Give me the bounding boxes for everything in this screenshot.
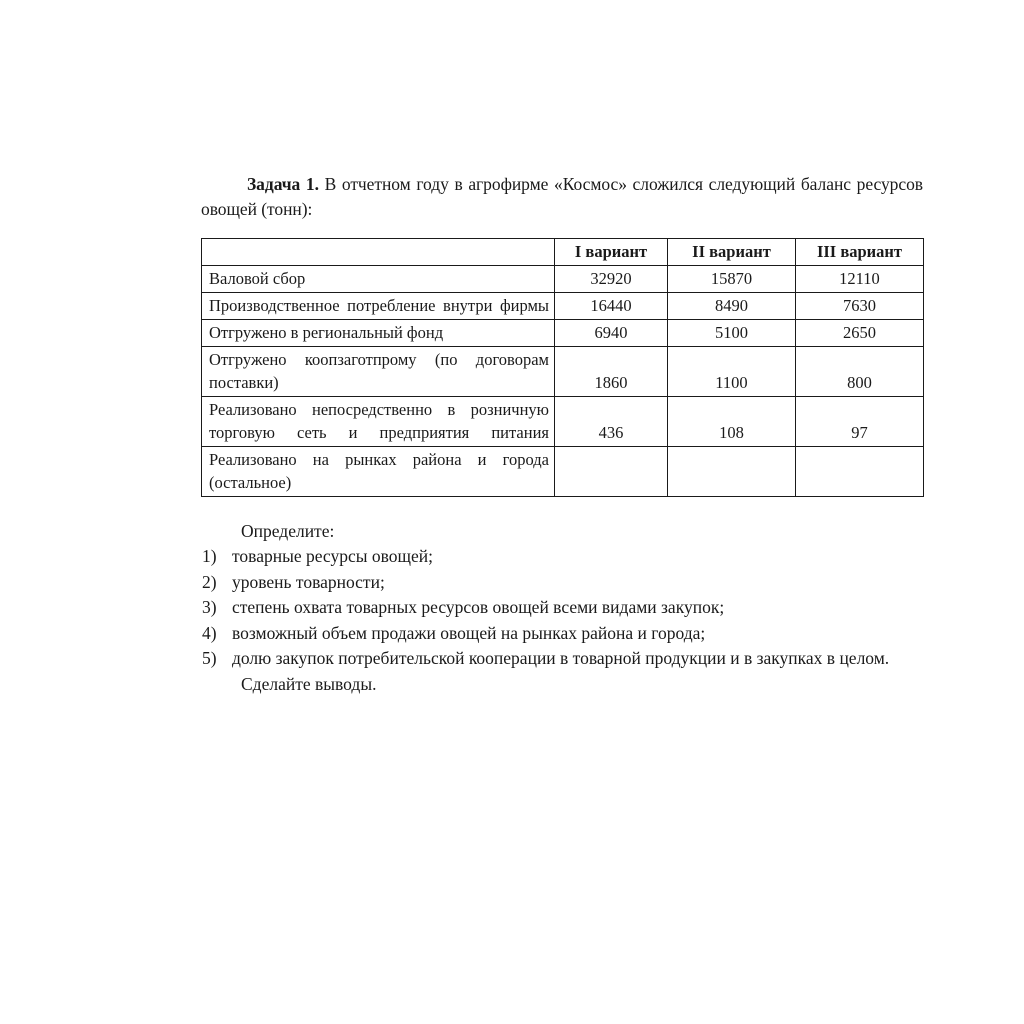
row-value-variant-2: 5100 bbox=[668, 320, 796, 347]
list-item-text: товарные ресурсы овощей; bbox=[232, 546, 433, 566]
row-value-variant-3: 800 bbox=[796, 347, 924, 397]
list-item bbox=[201, 621, 923, 647]
row-value-variant-1: 6940 bbox=[555, 320, 668, 347]
row-value-variant-2: 8490 bbox=[668, 293, 796, 320]
table-row bbox=[202, 397, 924, 447]
table-header-row bbox=[202, 239, 924, 266]
row-label: Отгружено коопзаготпрому (по договорам поставки) bbox=[202, 347, 555, 397]
table-header-variant-1: I вариант bbox=[555, 239, 668, 266]
list-item bbox=[201, 570, 923, 596]
list-item bbox=[201, 544, 923, 570]
task-intro-text: В отчетном году в агрофирме «Космос» сложился следующий баланс ресурсов овощей (тонн): bbox=[201, 174, 924, 219]
conclusion-prompt: Сделайте выводы. bbox=[241, 673, 377, 694]
row-value-variant-1 bbox=[555, 447, 668, 497]
list-item-number: 2) bbox=[202, 571, 217, 592]
row-label: Валовой сбор bbox=[202, 266, 555, 293]
task-number-label: Задача 1. bbox=[247, 174, 319, 194]
list-item-text: степень охвата товарных ресурсов овощей всеми видами закупок; bbox=[232, 597, 725, 617]
vegetable-balance-table bbox=[201, 238, 924, 497]
document-body bbox=[201, 172, 923, 697]
row-value-variant-3: 7630 bbox=[796, 293, 924, 320]
list-item-text: возможный объем продажи овощей на рынках района и города; bbox=[232, 622, 706, 643]
row-label: Реализовано на рынках района и города (остальное) bbox=[202, 447, 555, 497]
row-label: Реализовано непосредственно в розничную торговую сеть и предприятия питания bbox=[202, 397, 555, 447]
table-row bbox=[202, 266, 924, 293]
list-item-text: долю закупок потребительской кооперации в товарной продукции и в закупках в целом. bbox=[232, 648, 890, 668]
list-item-number: 1) bbox=[202, 546, 217, 566]
row-label: Производственное потребление внутри фирмы bbox=[202, 293, 555, 320]
row-value-variant-1: 16440 bbox=[555, 293, 668, 320]
table-row bbox=[202, 320, 924, 347]
list-item-text: уровень товарности; bbox=[232, 571, 385, 592]
row-value-variant-3: 97 bbox=[796, 397, 924, 447]
table-header-variant-2: II вариант bbox=[668, 239, 796, 266]
list-item-number: 5) bbox=[202, 648, 217, 668]
row-value-variant-2: 1100 bbox=[668, 347, 796, 397]
row-value-variant-3: 12110 bbox=[796, 266, 924, 293]
list-item-number: 4) bbox=[202, 622, 217, 643]
list-item-number: 3) bbox=[202, 597, 217, 617]
row-value-variant-2: 15870 bbox=[668, 266, 796, 293]
row-value-variant-3: 2650 bbox=[796, 320, 924, 347]
row-value-variant-1: 436 bbox=[555, 397, 668, 447]
table-row bbox=[202, 293, 924, 320]
list-item bbox=[201, 646, 923, 672]
row-value-variant-2 bbox=[668, 447, 796, 497]
table-header-variant-3: III вариант bbox=[796, 239, 924, 266]
row-value-variant-1: 1860 bbox=[555, 347, 668, 397]
row-value-variant-1: 32920 bbox=[555, 266, 668, 293]
row-value-variant-2: 108 bbox=[668, 397, 796, 447]
task-intro-paragraph bbox=[201, 172, 923, 222]
table-row bbox=[202, 447, 924, 497]
table-header-corner bbox=[202, 239, 555, 266]
row-label: Отгружено в региональный фонд bbox=[202, 320, 555, 347]
list-item bbox=[201, 595, 923, 621]
determine-prompt: Определите: bbox=[241, 521, 335, 541]
row-value-variant-3 bbox=[796, 447, 924, 497]
questions-list bbox=[201, 544, 923, 672]
table-row bbox=[202, 347, 924, 397]
